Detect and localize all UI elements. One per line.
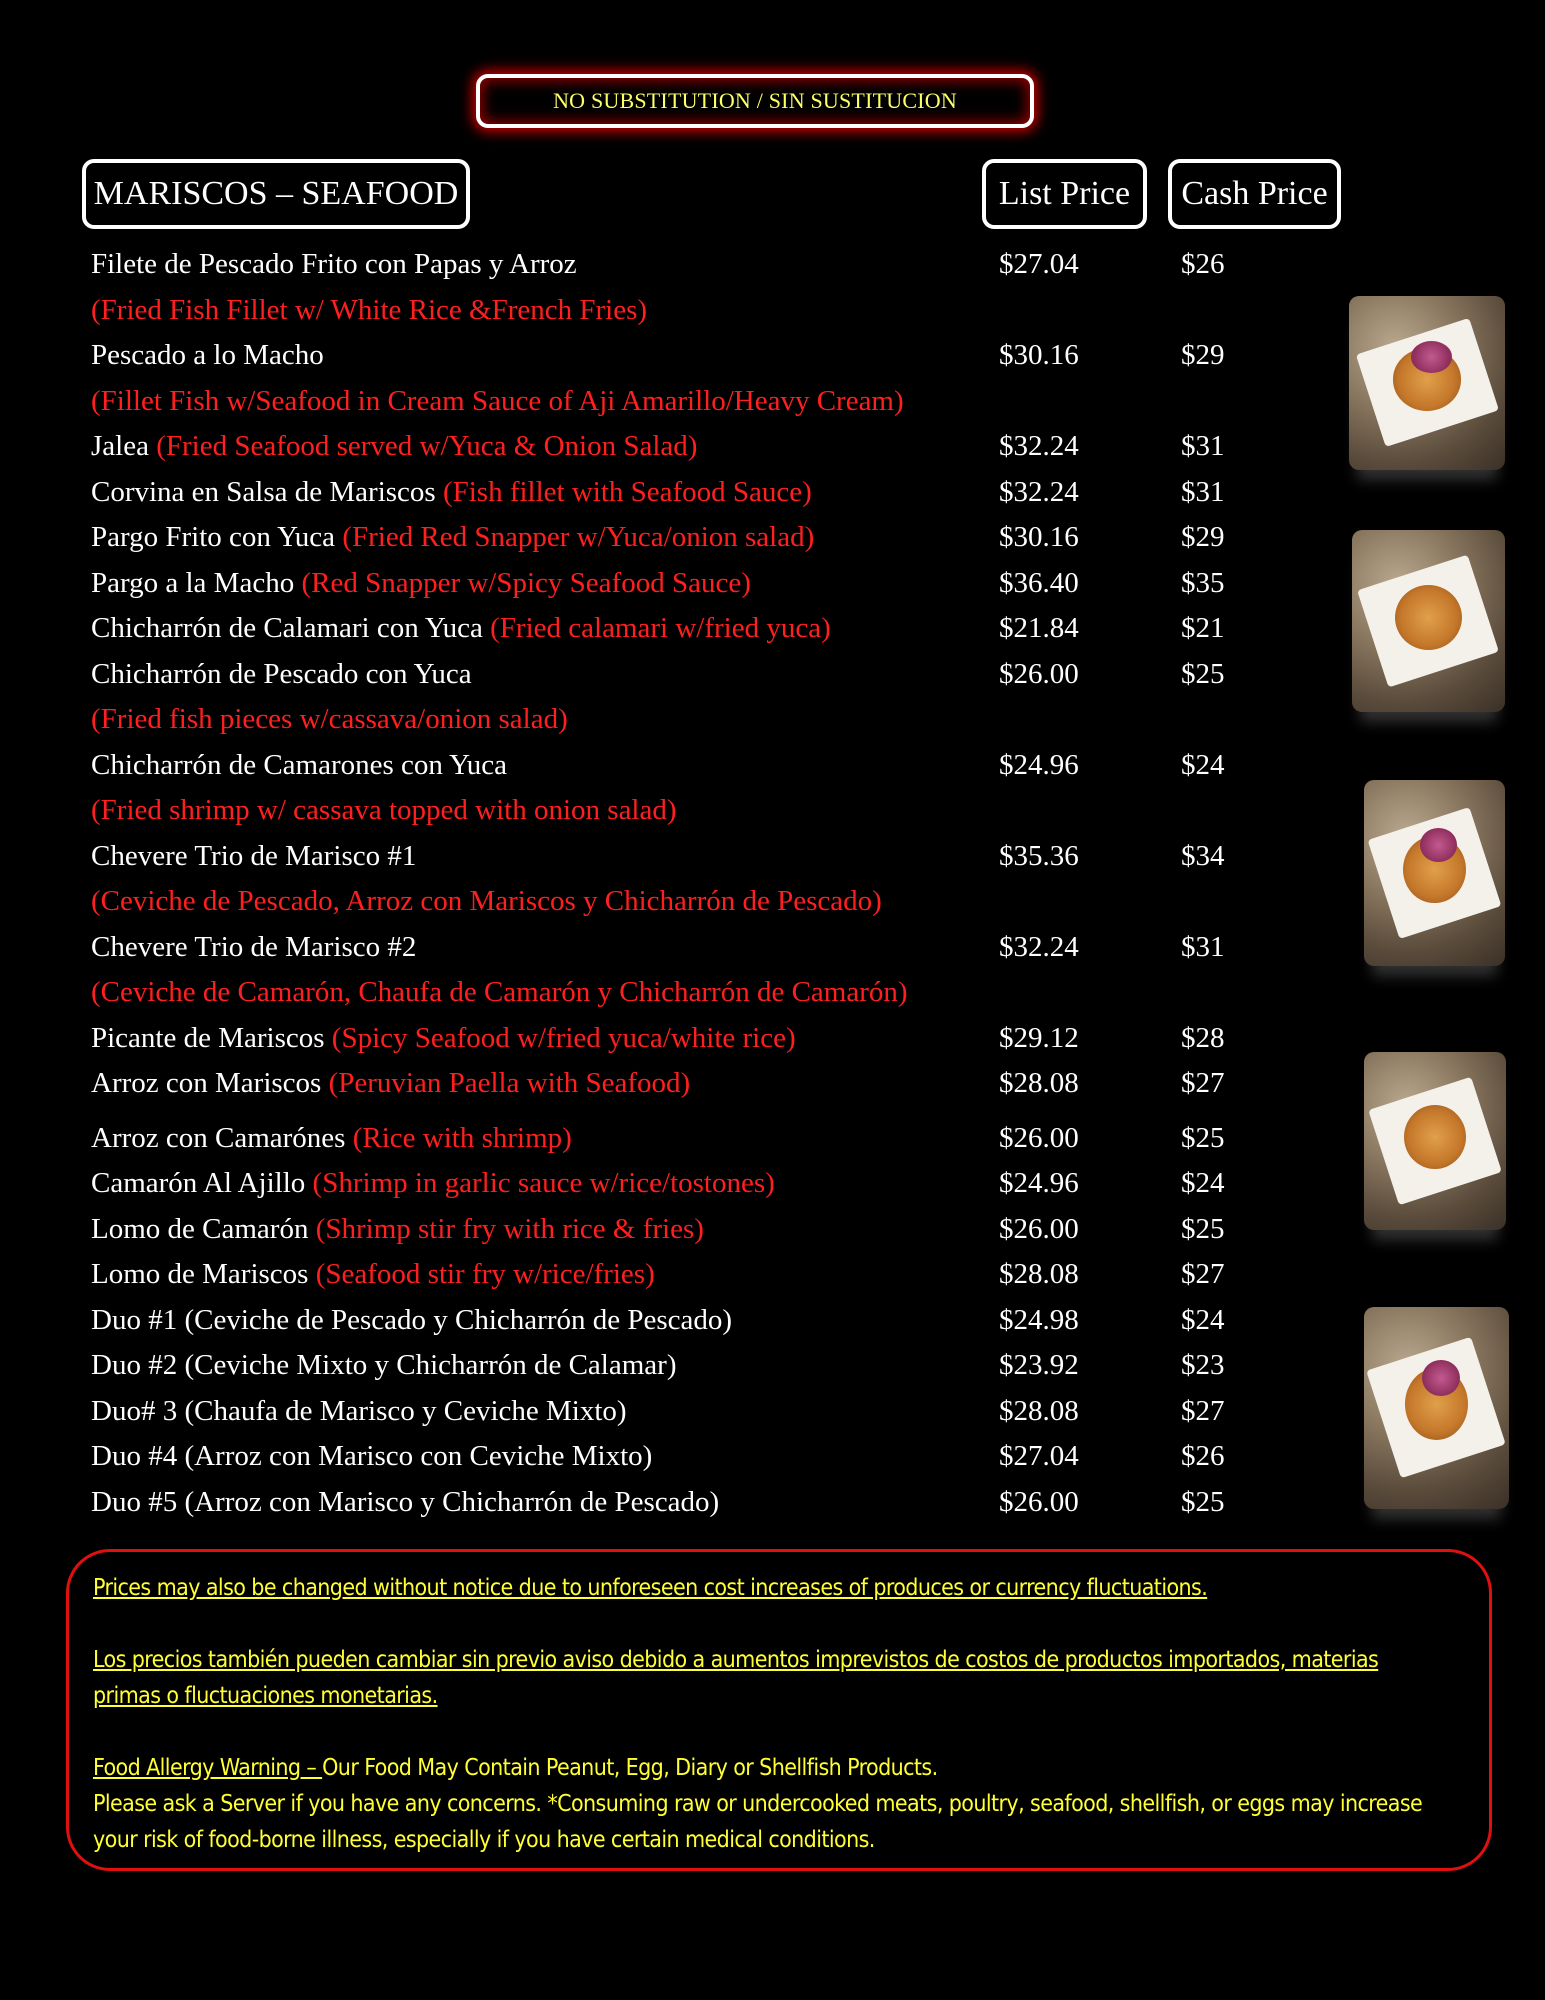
menu-item-row	[91, 1061, 1291, 1107]
menu-item-name	[91, 1252, 655, 1298]
allergy-warning	[93, 1750, 1465, 1786]
dish-photo-4	[1364, 1052, 1506, 1230]
menu-item-name	[91, 379, 904, 425]
cash-price: $29	[1181, 521, 1225, 553]
dish-photo-5	[1364, 1307, 1509, 1509]
menu-item-name	[91, 1061, 690, 1107]
consumption-warning-2: your risk of food-borne illness, especially if you have certain medical conditions.	[93, 1827, 875, 1853]
menu-item-row	[91, 606, 1291, 652]
list-price: $26.00	[999, 1121, 1079, 1154]
list-price: $24.96	[999, 1167, 1079, 1199]
cash-price: $24	[1181, 1167, 1225, 1199]
menu-item-row	[91, 1298, 1291, 1344]
dish-name: Pargo a la Macho	[91, 566, 302, 599]
dish-name: Lomo de Mariscos	[91, 1258, 316, 1290]
dish-name: Lomo de Camarón	[91, 1212, 316, 1245]
menu-item-row	[91, 1434, 1291, 1480]
list-price: $35.36	[999, 839, 1079, 872]
menu-item-name	[91, 1389, 627, 1435]
price-change-notice-en: Prices may also be changed without notice due to unforeseen cost increases of produces or currency fluctuations.	[93, 1575, 1208, 1601]
dish-photo-2	[1352, 530, 1505, 712]
menu-item-row	[91, 1389, 1291, 1435]
dish-description: (Fried calamari w/fried yuca)	[490, 612, 831, 644]
menu-items-list	[91, 242, 1291, 1525]
menu-item-row	[91, 652, 1291, 698]
dish-description: (Seafood stir fry w/rice/fries)	[315, 1258, 655, 1290]
dish-name: Chicharrón de Calamari con Yuca	[91, 612, 491, 644]
dish-name: Camarón Al Ajillo	[91, 1167, 313, 1199]
menu-item-row	[91, 288, 1291, 334]
menu-item-row	[91, 1252, 1291, 1298]
menu-item-name	[91, 1116, 572, 1162]
menu-item-row	[91, 424, 1291, 470]
cash-price: $27	[1181, 1394, 1225, 1427]
menu-item-row	[91, 333, 1291, 379]
cash-price-header: Cash Price	[1168, 159, 1341, 229]
cash-price: $26	[1181, 1440, 1225, 1472]
list-price: $23.92	[999, 1349, 1079, 1381]
dish-name: Duo #5 (Arroz con Marisco y Chicharrón de Pescado)	[91, 1485, 720, 1518]
list-price: $30.16	[999, 339, 1079, 371]
cash-price: $35	[1181, 566, 1225, 599]
cash-price: $27	[1181, 1067, 1225, 1099]
consumption-warning-1: Please ask a Server if you have any concerns. *Consuming raw or undercooked meats, poultry, seafood, shellfish, or eggs may increase	[93, 1791, 1423, 1817]
dish-name: Pargo Frito con Yuca	[91, 521, 343, 553]
menu-item-name	[91, 606, 831, 652]
menu-item-row	[91, 379, 1291, 425]
list-price: $26.00	[999, 1212, 1079, 1245]
dish-description: (Spicy Seafood w/fried yuca/white rice)	[331, 1021, 796, 1054]
cash-price: $28	[1181, 1021, 1225, 1054]
cash-price: $24	[1181, 748, 1225, 781]
cash-price: $26	[1181, 248, 1225, 280]
cash-price: $29	[1181, 339, 1225, 371]
menu-item-name	[91, 1161, 775, 1207]
cash-price: $25	[1181, 657, 1225, 690]
dish-name: Duo #2 (Ceviche Mixto y Chicharrón de Calamar)	[91, 1349, 677, 1381]
list-price: $30.16	[999, 521, 1079, 553]
cash-price: $23	[1181, 1349, 1225, 1381]
menu-item-row	[91, 925, 1291, 971]
dish-description: (Fried Fish Fillet w/ White Rice &French Fries)	[91, 293, 648, 326]
menu-item-name	[91, 743, 507, 789]
menu-item-name	[91, 697, 568, 743]
menu-item-name	[91, 925, 416, 971]
menu-item-row	[91, 788, 1291, 834]
menu-item-name	[91, 288, 647, 334]
list-price: $32.24	[999, 475, 1079, 508]
dish-name: Duo #4 (Arroz con Marisco con Ceviche Mixto)	[91, 1440, 653, 1472]
dish-photo-3	[1364, 780, 1505, 966]
list-price: $36.40	[999, 566, 1079, 599]
dish-name: Chicharrón de Pescado con Yuca	[91, 657, 472, 690]
dish-name: Chevere Trio de Marisco #1	[91, 839, 417, 872]
allergy-warning-title: Food Allergy Warning –	[93, 1755, 323, 1781]
menu-item-name	[91, 1016, 796, 1062]
menu-item-name	[91, 1434, 652, 1480]
menu-item-row	[91, 561, 1291, 607]
menu-item-row	[91, 1161, 1291, 1207]
cash-price: $31	[1181, 430, 1225, 462]
list-price: $32.24	[999, 430, 1079, 462]
list-price: $27.04	[999, 1440, 1079, 1472]
dish-photo-1	[1349, 296, 1505, 470]
dish-description: (Ceviche de Camarón, Chaufa de Camarón y Chicharrón de Camarón)	[91, 976, 908, 1008]
cash-price: $25	[1181, 1485, 1225, 1518]
dish-name: Jalea	[91, 430, 157, 462]
menu-item-row	[91, 1480, 1291, 1526]
menu-item-name	[91, 1480, 719, 1526]
menu-item-row	[91, 834, 1291, 880]
menu-item-row	[91, 697, 1291, 743]
menu-item-name	[91, 333, 324, 379]
menu-item-name	[91, 970, 908, 1016]
menu-item-row	[91, 1343, 1291, 1389]
dish-description: (Fried shrimp w/ cassava topped with onion salad)	[91, 794, 677, 826]
menu-item-row	[91, 1016, 1291, 1062]
cash-price: $27	[1181, 1258, 1225, 1290]
list-price: $28.08	[999, 1394, 1079, 1427]
list-price: $28.08	[999, 1067, 1079, 1099]
list-price: $27.04	[999, 248, 1079, 280]
dish-name: Chicharrón de Camarones con Yuca	[91, 748, 508, 781]
list-price: $32.24	[999, 930, 1079, 963]
cash-price: $21	[1181, 612, 1225, 644]
dish-name: Filete de Pescado Frito con Papas y Arroz	[91, 248, 577, 280]
list-price: $26.00	[999, 1485, 1079, 1518]
menu-item-name	[91, 515, 814, 561]
list-price: $24.96	[999, 748, 1079, 781]
menu-item-row	[91, 470, 1291, 516]
menu-item-name	[91, 424, 697, 470]
allergy-warning-text: Our Food May Contain Peanut, Egg, Diary or Shellfish Products.	[322, 1755, 938, 1781]
list-price: $28.08	[999, 1258, 1079, 1290]
section-title: MARISCOS – SEAFOOD	[82, 159, 470, 229]
dish-description: (Fillet Fish w/Seafood in Cream Sauce of Aji Amarillo/Heavy Cream)	[91, 384, 904, 417]
menu-item-name	[91, 561, 751, 607]
dish-description: (Fried Seafood served w/Yuca & Onion Salad)	[156, 430, 698, 462]
dish-name: Arroz con Camarónes	[91, 1121, 353, 1154]
cash-price: $25	[1181, 1121, 1225, 1154]
menu-item-row	[91, 743, 1291, 789]
dish-description: (Peruvian Paella with Seafood)	[328, 1067, 691, 1099]
dish-description: (Shrimp stir fry with rice & fries)	[315, 1212, 704, 1245]
dish-name: Duo# 3 (Chaufa de Marisco y Ceviche Mixto)	[91, 1394, 627, 1427]
cash-price: $31	[1181, 475, 1225, 508]
dish-description: (Fish fillet with Seafood Sauce)	[442, 475, 812, 508]
menu-item-name	[91, 879, 882, 925]
menu-item-name	[91, 1207, 704, 1253]
menu-item-row	[91, 970, 1291, 1016]
dish-description: (Red Snapper w/Spicy Seafood Sauce)	[301, 566, 751, 599]
list-price: $24.98	[999, 1303, 1079, 1336]
price-change-notice-es-2: primas o fluctuaciones monetarias.	[93, 1683, 438, 1709]
menu-item-name	[91, 788, 677, 834]
list-price: $29.12	[999, 1021, 1079, 1054]
dish-description: (Fried fish pieces w/cassava/onion salad)	[91, 703, 568, 735]
menu-item-name	[91, 834, 416, 880]
dish-description: (Ceviche de Pescado, Arroz con Mariscos y Chicharrón de Pescado)	[91, 885, 882, 917]
dish-name: Duo #1 (Ceviche de Pescado y Chicharrón de Pescado)	[91, 1303, 733, 1336]
dish-name: Pescado a lo Macho	[91, 339, 324, 371]
price-allergy-notice	[66, 1549, 1492, 1871]
cash-price: $24	[1181, 1303, 1225, 1336]
dish-name: Arroz con Mariscos	[91, 1067, 329, 1099]
list-price: $21.84	[999, 612, 1079, 644]
menu-item-name	[91, 1298, 732, 1344]
menu-item-name	[91, 242, 577, 288]
menu-item-row	[91, 1116, 1291, 1162]
cash-price: $31	[1181, 930, 1225, 963]
menu-item-row	[91, 879, 1291, 925]
dish-name: Corvina en Salsa de Mariscos	[91, 475, 443, 508]
menu-item-row	[91, 242, 1291, 288]
dish-description: (Fried Red Snapper w/Yuca/onion salad)	[342, 521, 815, 553]
menu-item-row	[91, 515, 1291, 561]
dish-name: Picante de Mariscos	[91, 1021, 332, 1054]
price-change-notice-es-1: Los precios también pueden cambiar sin previo aviso debido a aumentos imprevistos de costos de productos importados, materias	[93, 1647, 1379, 1673]
dish-name: Chevere Trio de Marisco #2	[91, 930, 417, 963]
dish-description: (Shrimp in garlic sauce w/rice/tostones)	[312, 1167, 775, 1199]
menu-item-name	[91, 470, 812, 516]
list-price: $26.00	[999, 657, 1079, 690]
cash-price: $34	[1181, 839, 1225, 872]
menu-item-row	[91, 1207, 1291, 1253]
menu-item-name	[91, 652, 472, 698]
no-substitution-banner: NO SUBSTITUTION / SIN SUSTITUCION	[476, 74, 1034, 128]
list-price-header: List Price	[982, 159, 1147, 229]
cash-price: $25	[1181, 1212, 1225, 1245]
dish-description: (Rice with shrimp)	[352, 1121, 572, 1154]
menu-item-name	[91, 1343, 676, 1389]
